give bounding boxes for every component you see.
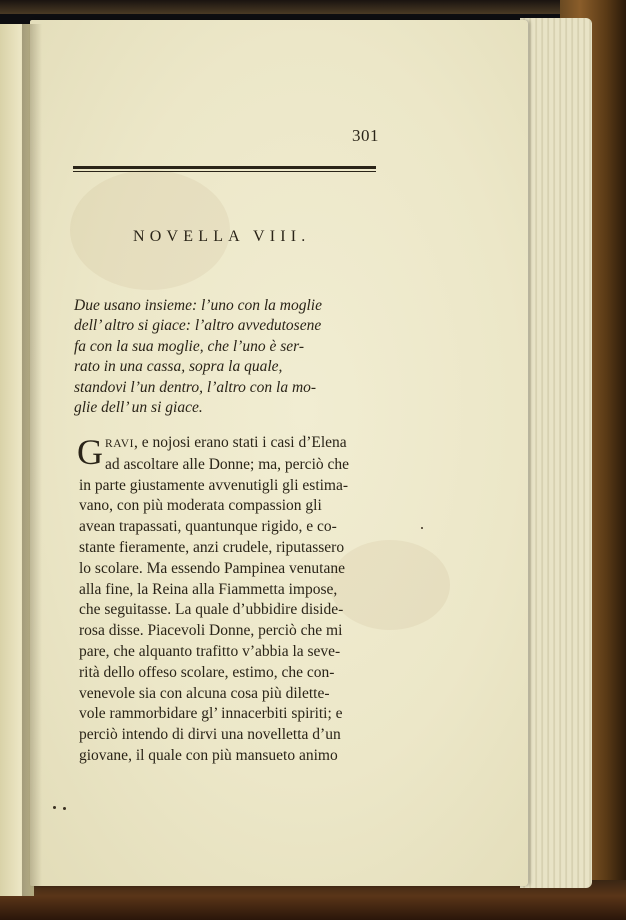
body-text xyxy=(79,433,395,767)
summary-line: fa con la sua moglie, che l’uno è ser- xyxy=(74,337,304,355)
summary-line: rato in una cassa, sopra la quale, xyxy=(74,358,283,376)
body-line: pare, che alquanto trafitto v’abbia la seve- xyxy=(79,642,341,660)
page-stack-edge xyxy=(520,18,592,888)
ink-speck xyxy=(421,527,423,529)
body-line: avean trapassati, quantunque rigido, e co- xyxy=(79,518,337,536)
body-line: perciò intendo di dirvi una novelletta d’un xyxy=(79,726,341,744)
header-rule-thick xyxy=(73,166,376,169)
body-line: giovane, il quale con più mansueto animo xyxy=(79,746,338,764)
body-line: ad ascoltare alle Donne; ma, perciò che xyxy=(105,455,350,473)
body-line: in parte giustamente avvenutigli gli estima- xyxy=(79,476,349,494)
summary-line: dell’ altro si giace: l’altro avvedutosene xyxy=(74,317,322,335)
body-line: alla fine, la Reina alla Fiammetta impose, xyxy=(79,580,338,598)
ink-speck xyxy=(53,806,56,809)
body-line: stante fieramente, anzi crudele, riputassero xyxy=(79,538,345,556)
summary-line: glie dell’ un si giace. xyxy=(74,399,203,417)
summary-line: standovi l’un dentro, l’altro con la mo- xyxy=(74,378,317,396)
body-first-line xyxy=(79,433,395,455)
body-line: che seguitasse. La quale d’ubbidire diside- xyxy=(79,601,344,619)
header-rule-thin xyxy=(73,171,376,172)
drop-cap: G xyxy=(77,432,103,472)
first-word-smallcaps: RAVI xyxy=(105,438,135,450)
novella-summary xyxy=(74,296,388,418)
novella-heading: NOVELLA VIII. xyxy=(133,228,311,245)
page-number: 301 xyxy=(352,126,379,145)
ink-speck xyxy=(63,807,66,810)
body-line: rità dello offeso scolare, estimo, che con- xyxy=(79,663,335,681)
first-line-rest: , e nojosi erano stati i casi d’Elena xyxy=(134,434,347,451)
summary-line: Due usano insieme: l’uno con la moglie xyxy=(74,297,322,314)
body-line: rosa disse. Piacevoli Donne, perciò che mi xyxy=(79,622,343,640)
cover-top-edge xyxy=(0,0,626,14)
gutter-shadow xyxy=(22,24,42,896)
body-line: vole rammorbidare gl’ innacerbiti spiriti; e xyxy=(79,705,343,723)
body-line: lo scolare. Ma essendo Pampinea venutane xyxy=(79,559,345,577)
body-line: vano, con più moderata compassion gli xyxy=(79,497,322,515)
body-line: venevole sia con alcuna cosa più dilette- xyxy=(79,684,330,702)
